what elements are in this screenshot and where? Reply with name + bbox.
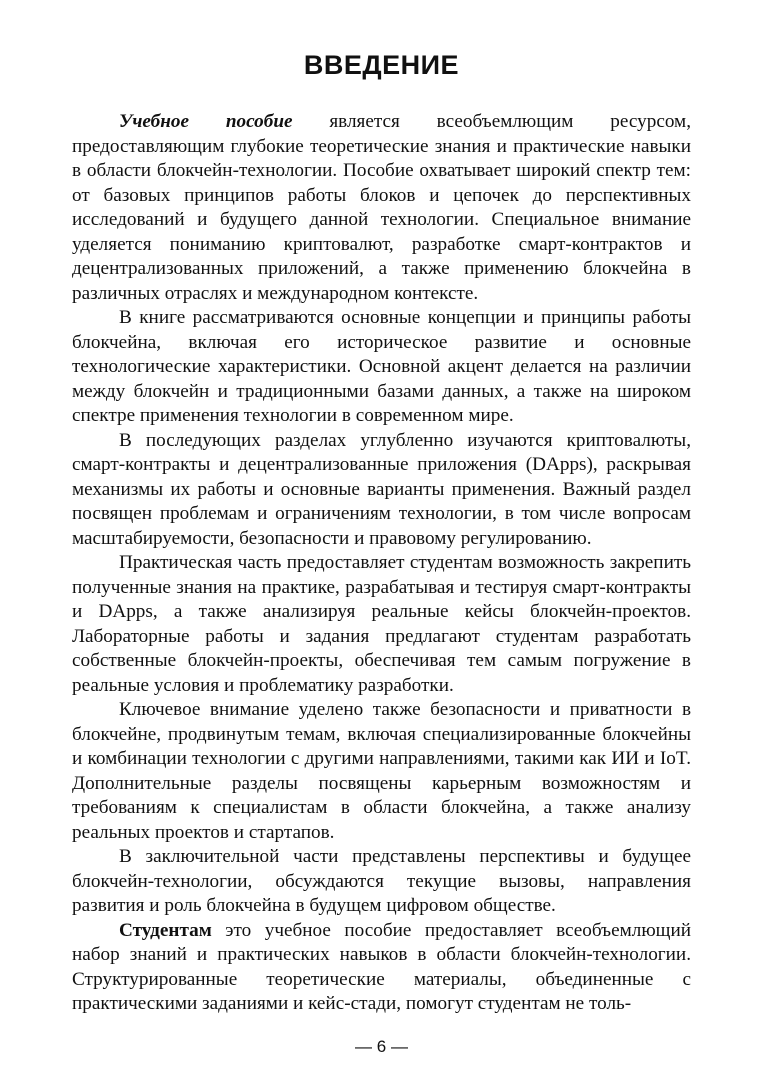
paragraph-5: Ключевое внимание уделено также безопасности и приватности в блокчейне, продвинутым темам, включая специализированные блокчейны и комбинации технологии с другими направлениями, такими как ИИ и IoT. Дополнительные разделы посвящены карьерным возможностям и требованиям к специалистам в области блокчейна, а также анализу реальных проектов и стартапов. [72,699,691,843]
paragraph-6: В заключительной части представлены перспективы и будущее блокчейн-технологии, обсуждаются текущие вызовы, направления развития и роль блокчейна в будущем цифровом обществе. [72,846,691,916]
paragraph-3: В последующих разделах углубленно изучаются криптовалюты, смарт-контракты и децентрализованные приложения (DApps), раскрывая механизмы их работы и основные варианты применения. Важный раздел посвящен проблемам и ограничениям технологии, в том числе вопросам масштабируемости, безопасности и правовому регулированию. [72,429,691,549]
paragraph-1 [72,110,691,306]
paragraph-7 [72,919,691,1017]
paragraph-text: это учебное пособие предоставляет всеобъемлющий набор знаний и практических навыков в области блокчейн-технологии. Структурированные теоретические материалы, объединенные с практическими заданиями и кейс-стади, помогут студентам не толь- [72,919,691,1014]
page-number: — 6 — [355,1037,408,1056]
body-text [72,110,691,1017]
paragraph-text: является всеобъемлющим ресурсом, предоставляющим глубокие теоретические знания и практические навыки в области блокчейн-технологии. Пособие охватывает широкий спектр тем: от базовых принципов работы блоков и цепочек до перспективных исследований и будущего данной технологии. Специальное внимание уделяется пониманию криптовалют, разработке смарт-контрактов и децентрализованных приложений, а также применению блокчейна в различных отраслях и международном контексте. [72,111,691,304]
paragraph-lead: Студентам [119,919,212,941]
paragraph-lead: Учебное пособие [119,111,293,132]
paragraph-4: Практическая часть предоставляет студентам возможность закрепить полученные знания на практике, разрабатывая и тестируя смарт-контракты и DApps, а также анализируя реальные кейсы блокчейн-проектов. Лабораторные работы и задания предлагают студентам разработать собственные блокчейн-проекты, обеспечивая тем самым погружение в реальные условия и проблематику разработки. [72,552,691,696]
paragraph-2: В книге рассматриваются основные концепции и принципы работы блокчейна, включая его историческое развитие и основные технологические характеристики. Основной акцент делается на различии между блокчейн и традиционными базами данных, а также на широком спектре применения технологии в современном мире. [72,307,691,426]
page-title: ВВЕДЕНИЕ [303,50,460,80]
